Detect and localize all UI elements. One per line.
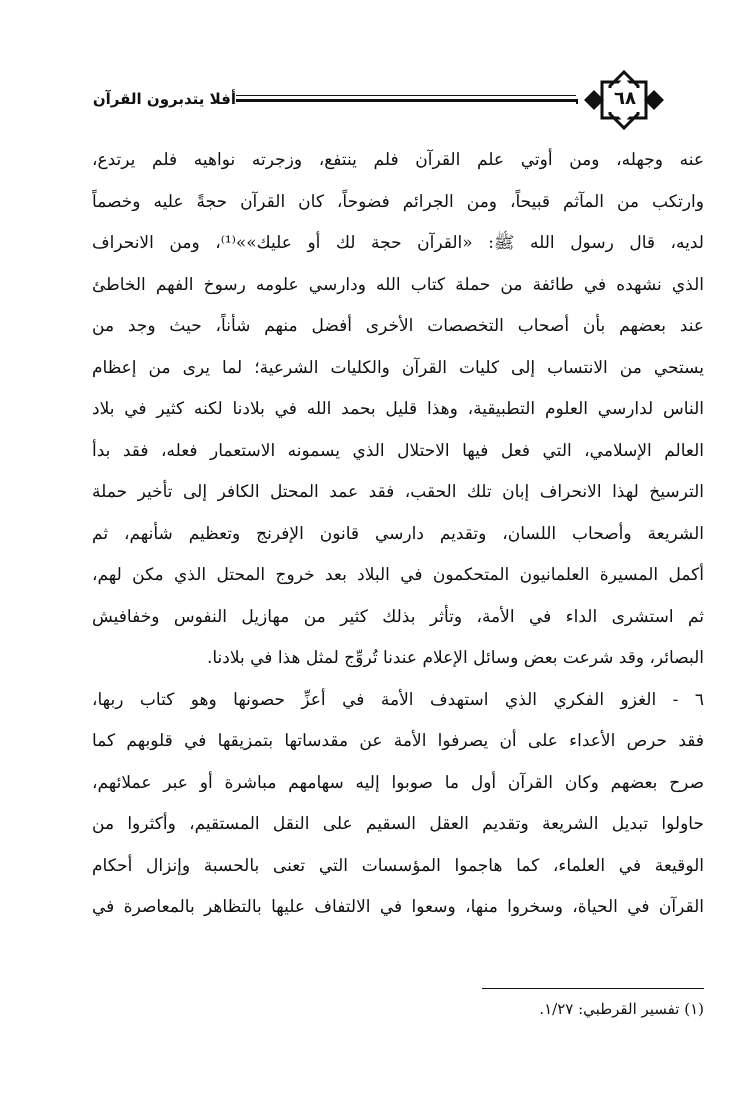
text-line: حاولوا تبديل الشريعة وتقديم العقل السقيم على النقل المستقيم، وأكثروا من	[92, 814, 704, 834]
text-line: القرآن في الحياة، وسخروا منها، وسعوا في الالتفاف عليها بالتظاهر بالمعاصرة في	[92, 897, 704, 917]
page-number: ٦٨	[614, 88, 636, 109]
text-line: عند بعضهم بأن أصحاب التخصصات الأخرى أفضل منهم شأناً، حيث وجد من	[92, 316, 704, 336]
body-text	[92, 140, 704, 929]
text-line: العالم الإسلامي، التي فعل فيها الاحتلال الذي يسمونه الاستعمار فعله، فقد بدأ	[92, 440, 704, 461]
footnote: (١) تفسير القرطبي: ١/٢٧.	[539, 1000, 704, 1018]
text-line: فقد حرص الأعداء على أن يصرفوا الأمة عن مقدساتها بتمزيقها في قلوبهم كما	[92, 731, 704, 751]
footnote-rule	[482, 988, 704, 989]
header-title: أفلا يتدبرون القرآن	[92, 90, 236, 108]
text-line: الوقيعة في العلماء، كما هاجموا المؤسسات التي تعنى بالحسبة وإنزال أحكام	[92, 855, 704, 876]
text-line: يستحي من الانتساب إلى كليات القرآن والكليات الشرعية؛ لما يرى من إعظام	[92, 357, 704, 378]
header-rule-left	[236, 99, 576, 102]
text-line: وارتكب من المآثم قبيحاً، ومن الجرائم فضوحاً، كان القرآن حجةً عليه وخصماً	[92, 191, 704, 212]
text-line: عنه وجهله، ومن أوتي علم القرآن فلم ينتفع، وزجرته نواهيه فلم يرتدع،	[92, 150, 704, 170]
text-line: الناس لدارسي العلوم التطبيقية، وهذا قليل بحمد الله في بلادنا لكنه كثير في بلاد	[92, 399, 704, 419]
text-line: البصائر، وقد شرعت بعض وسائل الإعلام عندنا تُروِّج لمثل هذا في بلادنا.	[206, 648, 704, 668]
text-line: أكمل المسيرة العلمانيون المتحكمون في البلاد بعد خروج المحتل الذي مكن لهم،	[92, 565, 704, 585]
page-header	[0, 70, 748, 130]
header-rule-thin	[236, 95, 576, 96]
text-line: الشريعة وأصحاب اللسان، وتقديم دارسي قانون الإفرنج وتعظيم شأنهم، ثم	[92, 523, 704, 544]
text-line: ٦ - الغزو الفكري الذي استهدف الأمة في أعزِّ حصونها وهو كتاب ربها،	[92, 689, 704, 710]
text-line: الذي نشهده في طائفة من حملة كتاب الله ودارسي علومه رسوخ الفهم الخاطئ	[92, 274, 704, 295]
text-line: لديه، قال رسول الله ﷺ: «القرآن حجة لك أو عليك»»⁽¹⁾، ومن الانحراف	[92, 233, 704, 253]
text-line: صرح بعضهم وكان القرآن أول ما صوبوا إليه سهامهم مباشرة أو عبر عملائهم،	[92, 772, 704, 793]
text-line: الترسيخ لهذا الانحراف إبان تلك الحقب، فقد عمد المحتل الكافر إلى تأخير حملة	[92, 482, 704, 502]
text-line: ثم استشرى الداء في الأمة، وتأثر بذلك كثير من مهازيل النفوس وخفافيش	[92, 606, 704, 627]
